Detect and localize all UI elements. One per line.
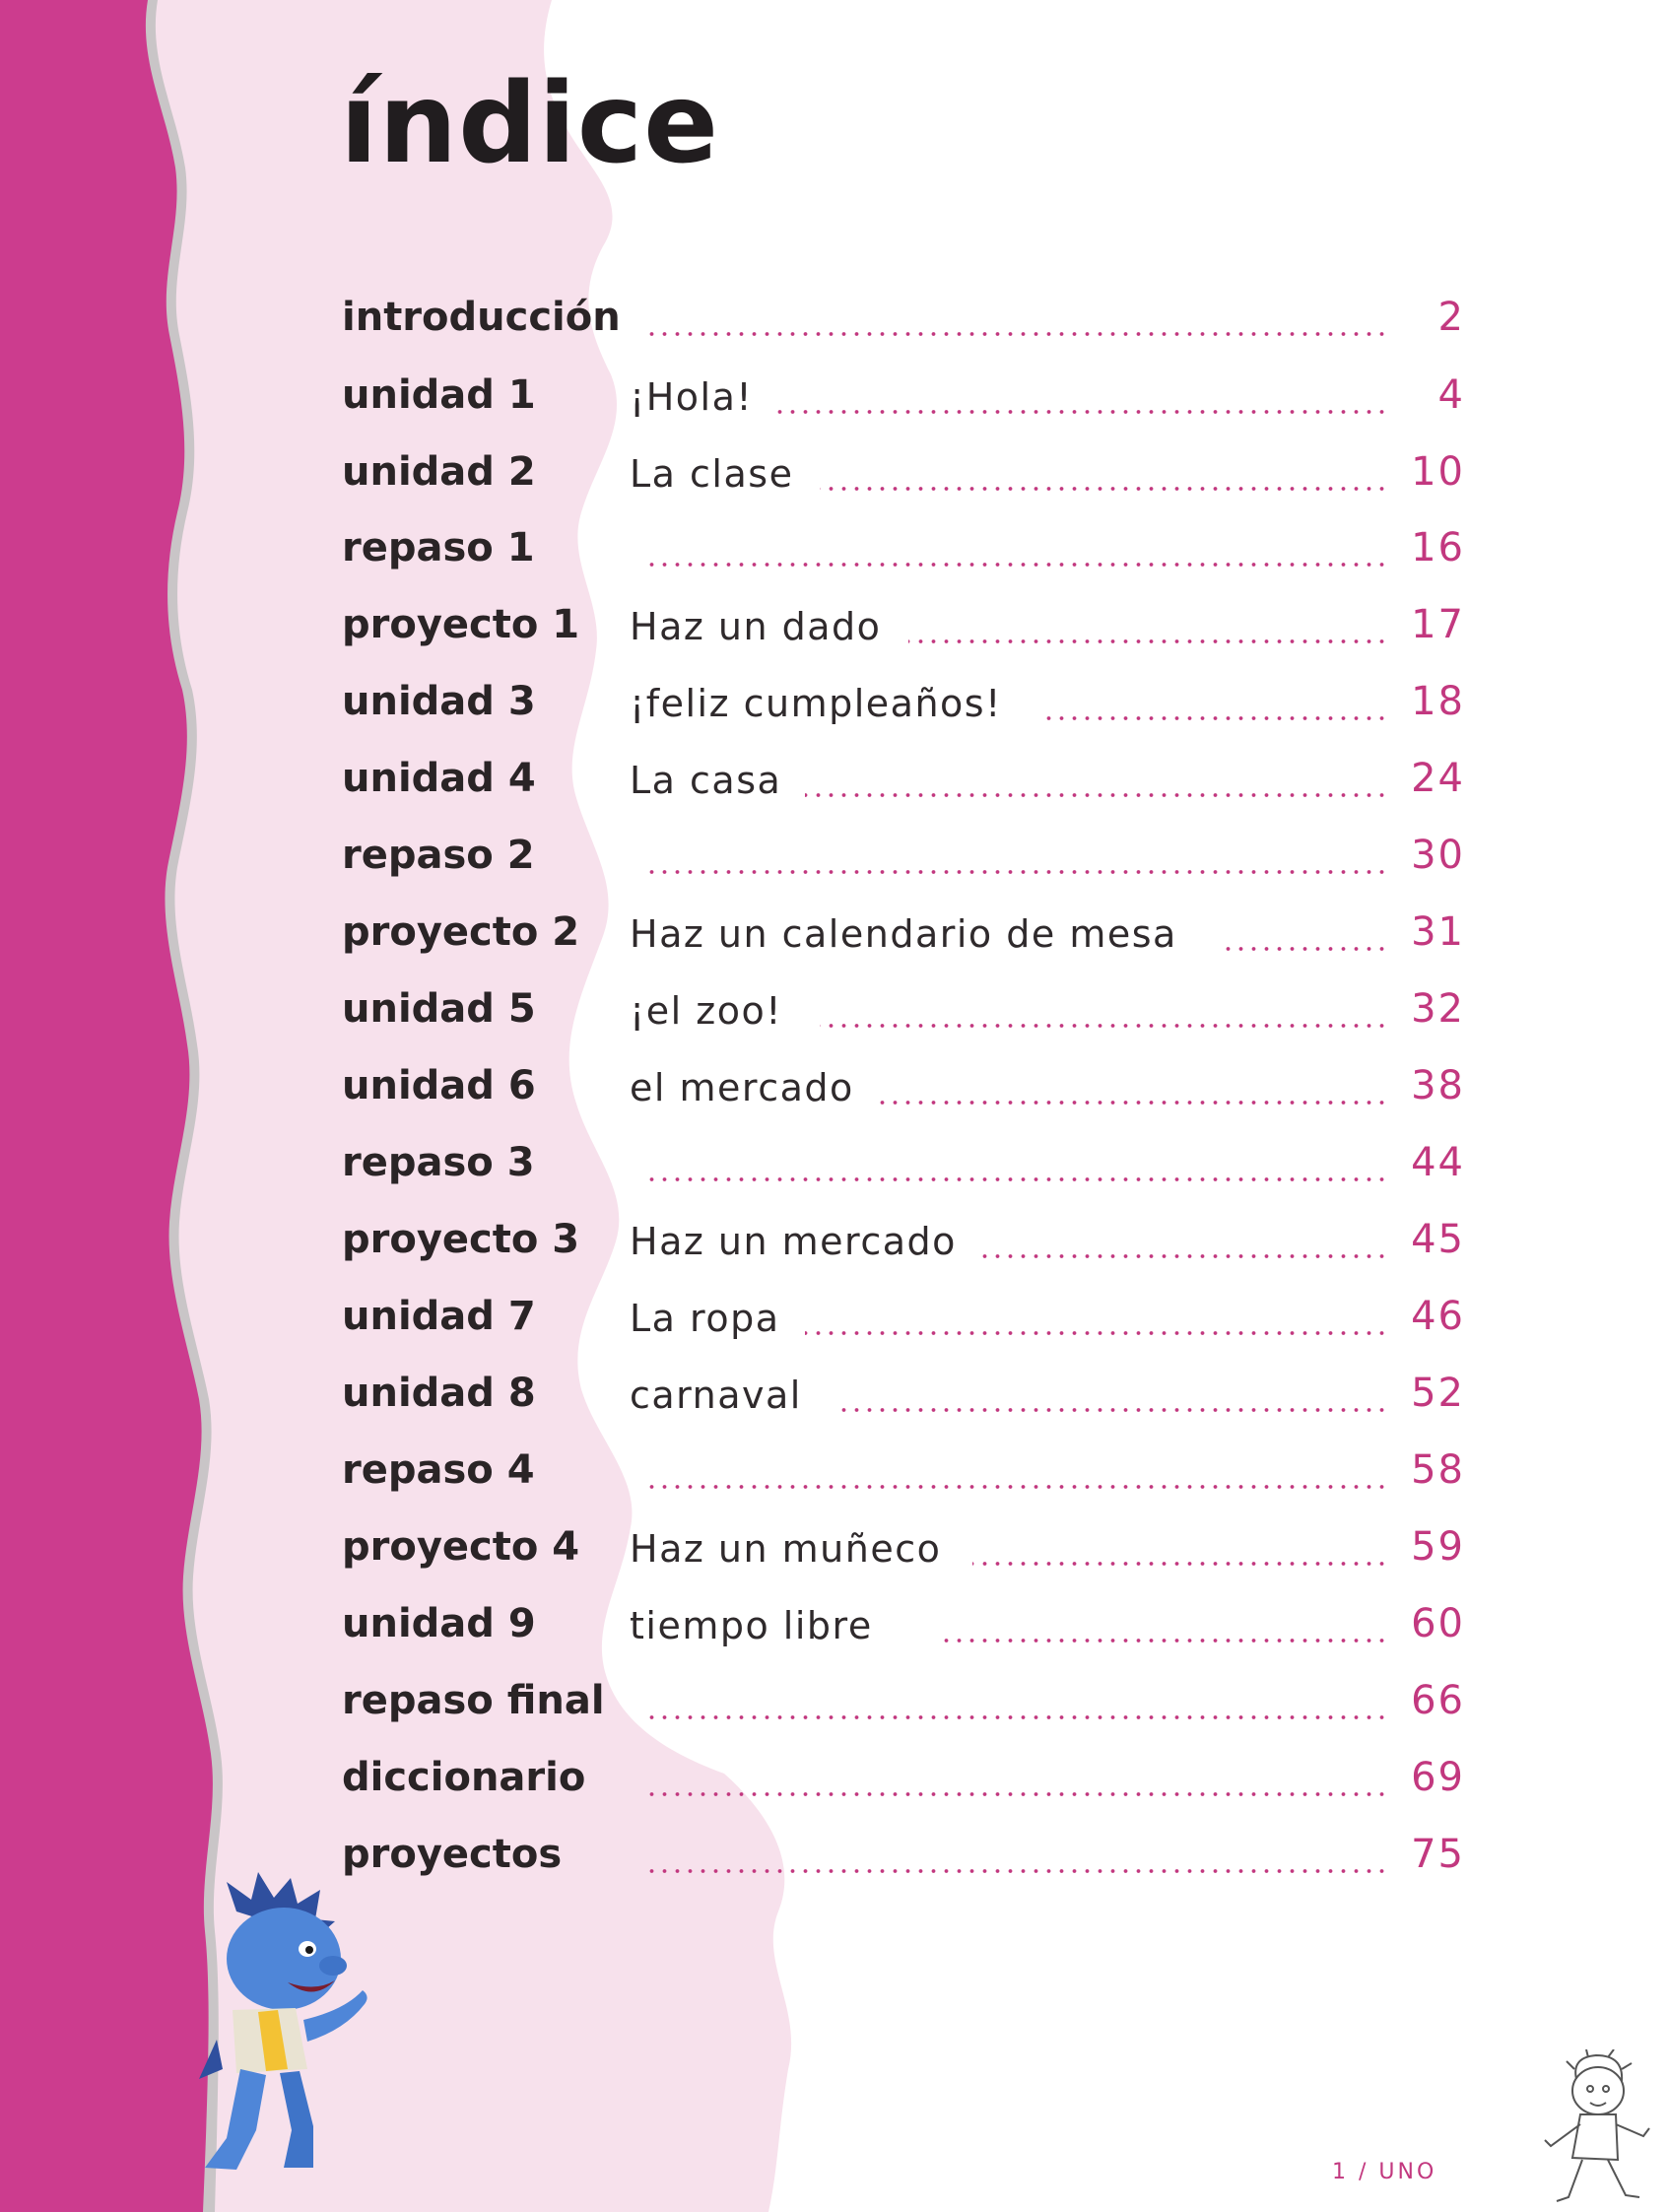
- page-number: 16: [1411, 525, 1465, 570]
- page-number: 75: [1411, 1832, 1465, 1877]
- dot-leader: [805, 1330, 1388, 1336]
- dot-leader: [1046, 715, 1388, 721]
- toc-row[interactable]: [342, 288, 1465, 347]
- page-number: 2: [1437, 295, 1465, 340]
- toc-row[interactable]: [342, 1056, 1465, 1115]
- entry-title: ¡feliz cumpleaños!: [630, 682, 1002, 725]
- page-number: 32: [1411, 986, 1465, 1032]
- toc-row[interactable]: [342, 979, 1465, 1039]
- dot-leader: [770, 409, 1388, 415]
- toc-row[interactable]: [342, 1441, 1465, 1500]
- dot-leader: [820, 486, 1388, 492]
- page-number: 60: [1411, 1601, 1465, 1646]
- entry-label: proyecto 3: [342, 1217, 580, 1262]
- entry-title: La casa: [630, 759, 782, 802]
- entry-label: unidad 8: [342, 1371, 536, 1416]
- entry-label: unidad 2: [342, 449, 536, 495]
- dot-leader: [642, 1868, 1388, 1874]
- entry-label: repaso 1: [342, 525, 535, 570]
- toc-row[interactable]: [342, 518, 1465, 577]
- entry-label: unidad 4: [342, 756, 536, 801]
- entry-title: Haz un mercado: [630, 1220, 957, 1263]
- entry-label: proyecto 4: [342, 1524, 580, 1570]
- sketch-character-illustration: [1537, 2049, 1655, 2207]
- page-number: 52: [1411, 1371, 1465, 1416]
- page-number: 17: [1411, 602, 1465, 647]
- page-number: 69: [1411, 1755, 1465, 1800]
- entry-title: Haz un dado: [630, 605, 882, 648]
- dot-leader: [982, 1253, 1388, 1259]
- entry-label: diccionario: [342, 1755, 586, 1800]
- page-number: 4: [1437, 372, 1465, 418]
- entry-label: unidad 7: [342, 1294, 536, 1339]
- toc-row[interactable]: [342, 1748, 1465, 1807]
- toc-row[interactable]: [342, 826, 1465, 885]
- toc-row[interactable]: [342, 1825, 1465, 1884]
- toc-row[interactable]: [342, 1210, 1465, 1269]
- entry-title: Haz un muñeco: [630, 1527, 942, 1571]
- page-number: 46: [1411, 1294, 1465, 1339]
- entry-title: el mercado: [630, 1066, 854, 1109]
- dot-leader: [1224, 946, 1388, 952]
- page-number: 45: [1411, 1217, 1465, 1262]
- page-number: 30: [1411, 833, 1465, 878]
- entry-label: unidad 1: [342, 372, 536, 418]
- toc-row[interactable]: [342, 1287, 1465, 1346]
- page-title: índice: [340, 60, 720, 188]
- toc-row[interactable]: [342, 672, 1465, 731]
- entry-label: proyectos: [342, 1832, 563, 1877]
- entry-title: Haz un calendario de mesa: [630, 912, 1177, 956]
- dot-leader: [908, 638, 1388, 644]
- toc-row[interactable]: [342, 1133, 1465, 1192]
- entry-label: unidad 9: [342, 1601, 536, 1646]
- dot-leader: [642, 1484, 1388, 1490]
- page-folio: 1 / UNO: [1332, 2160, 1437, 2184]
- entry-title: La ropa: [630, 1297, 780, 1340]
- toc-row[interactable]: [342, 1671, 1465, 1730]
- dot-leader: [642, 1791, 1388, 1797]
- page-number: 18: [1411, 679, 1465, 724]
- toc-row[interactable]: [342, 749, 1465, 808]
- entry-label: proyecto 1: [342, 602, 580, 647]
- dot-leader: [972, 1561, 1388, 1567]
- page-number: 44: [1411, 1140, 1465, 1185]
- entry-label: unidad 5: [342, 986, 536, 1032]
- entry-label: repaso 2: [342, 833, 535, 878]
- dot-leader: [645, 331, 1388, 337]
- dot-leader: [642, 1176, 1388, 1182]
- blue-character-illustration: [197, 1872, 394, 2178]
- dot-leader: [834, 1407, 1388, 1413]
- dot-leader: [642, 562, 1388, 568]
- page-number: 31: [1411, 909, 1465, 955]
- page-number: 10: [1411, 449, 1465, 495]
- dot-leader: [938, 1638, 1388, 1643]
- toc-row[interactable]: [342, 366, 1465, 425]
- entry-label: proyecto 2: [342, 909, 580, 955]
- page-number: 58: [1411, 1447, 1465, 1493]
- page-number: 66: [1411, 1678, 1465, 1723]
- dot-leader: [645, 1714, 1388, 1720]
- toc-row[interactable]: [342, 1364, 1465, 1423]
- entry-label: introducción: [342, 295, 621, 340]
- page-number: 38: [1411, 1063, 1465, 1108]
- entry-title: carnaval: [630, 1374, 802, 1417]
- entry-title: La clase: [630, 452, 794, 496]
- dot-leader: [820, 1023, 1388, 1029]
- dot-leader: [642, 869, 1388, 875]
- toc-row[interactable]: [342, 1517, 1465, 1576]
- toc-row[interactable]: [342, 595, 1465, 654]
- entry-label: unidad 3: [342, 679, 536, 724]
- entry-title: ¡Hola!: [630, 375, 754, 419]
- toc-row[interactable]: [342, 903, 1465, 962]
- dot-leader: [879, 1100, 1388, 1106]
- page-number: 59: [1411, 1524, 1465, 1570]
- toc-row[interactable]: [342, 442, 1465, 502]
- dot-leader: [805, 792, 1388, 798]
- page-number: 24: [1411, 756, 1465, 801]
- toc-row[interactable]: [342, 1594, 1465, 1653]
- entry-title: tiempo libre: [630, 1604, 873, 1647]
- entry-label: repaso final: [342, 1678, 605, 1723]
- entry-label: unidad 6: [342, 1063, 536, 1108]
- entry-label: repaso 4: [342, 1447, 535, 1493]
- entry-label: repaso 3: [342, 1140, 535, 1185]
- entry-title: ¡el zoo!: [630, 989, 782, 1033]
